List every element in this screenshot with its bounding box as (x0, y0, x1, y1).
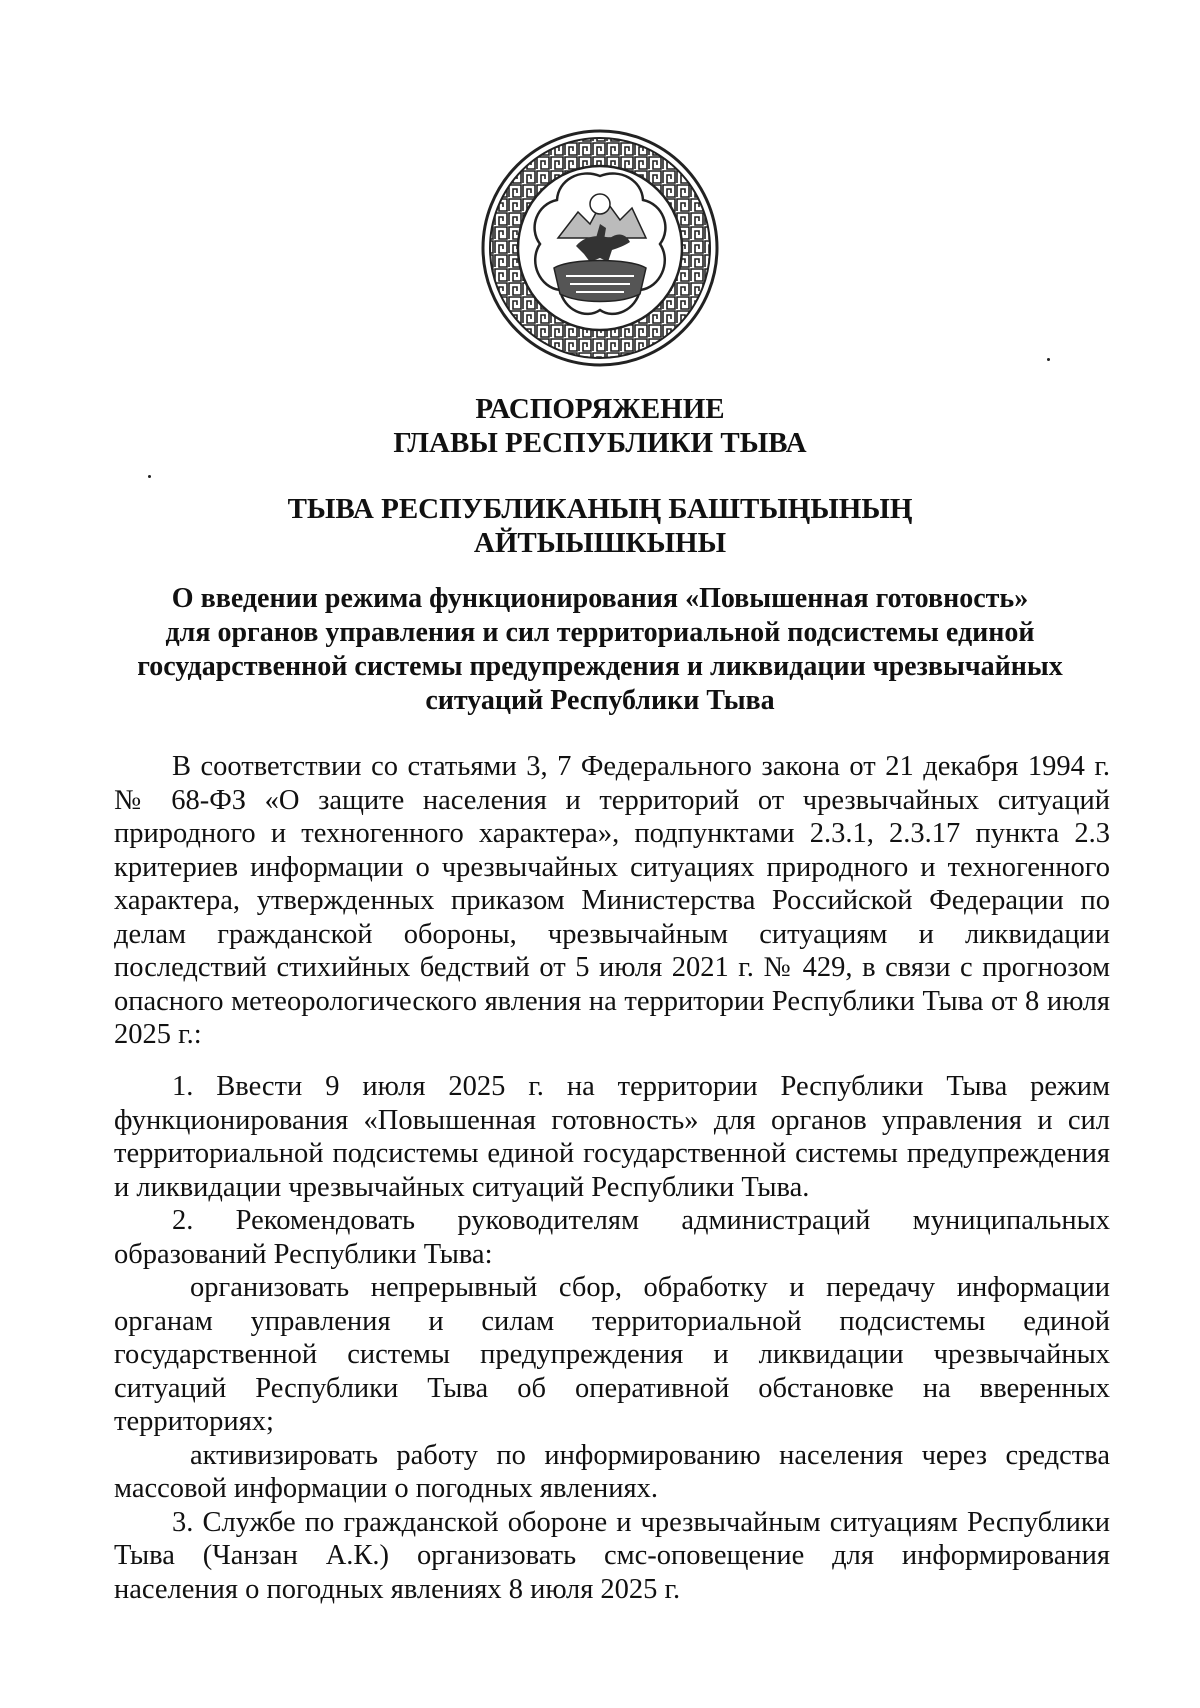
tuva-emblem-icon (480, 128, 720, 368)
title-tv-line2: АЙТЫЫШКЫНЫ (473, 527, 727, 559)
order-item-2: 2. Рекомендовать руководителям администраций муниципальных образований Республики Тыва: (114, 1205, 1110, 1270)
subject-line1: О введении режима функционирования «Повышенная готовность» (171, 583, 1029, 614)
title-tv-line1: ТЫВА РЕСПУБЛИКАНЫҢ БАШТЫҢЫНЫҢ (287, 493, 913, 525)
preamble-section (114, 750, 1110, 1052)
subject-line4: ситуаций Республики Тыва (425, 685, 775, 716)
scan-speck (148, 475, 151, 478)
order-item-1: 1. Ввести 9 июля 2025 г. на территории Республики Тыва режим функционирования «Повышенная готовность» для органов управления и сил территориальной подсистемы единой государственной системы предупреждения и ликвидации чрезвычайных ситуаций Республики Тыва. (114, 1071, 1110, 1203)
document-title-tv (100, 492, 1100, 560)
document-subject (120, 582, 1080, 718)
preamble-paragraph: В соответствии со статьями 3, 7 Федерального закона от 21 декабря 1994 г. № 68-ФЗ «О защите населения и территорий от чрезвычайных ситуаций природного и техногенного характера», подпунктами 2.3.1, 2.3.17 пункта 2.3 критериев информации о чрезвычайных ситуациях природного и техногенного характера, утвержденных приказом Министерства Российской Федерации по делам гражданской обороны, чрезвычайным ситуациям и ликвидации последствий стихийных бедствий от 5 июля 2021 г. № 429, в связи с прогнозом опасного метеорологического явления на территории Республики Тыва от 8 июля 2025 г.: (114, 751, 1110, 1050)
title-ru-line2: ГЛАВЫ РЕСПУБЛИКИ ТЫВА (393, 427, 807, 459)
document-title-ru (100, 392, 1100, 460)
subject-line3: государственной системы предупреждения и ликвидации чрезвычайных (137, 651, 1063, 682)
order-items (114, 1070, 1110, 1606)
order-item-2a: организовать непрерывный сбор, обработку и передачу информации органам управления и силам территориальной подсистемы единой государственной системы предупреждения и ликвидации чрезвычайных ситуаций Республики Тыва об оперативной обстановке на вверенных территориях; (114, 1272, 1110, 1437)
order-item-3: 3. Службе по гражданской обороне и чрезвычайным ситуациям Республики Тыва (Чанзан А.К.) организовать смс-оповещение для информирования населения о погодных явлениях 8 июля 2025 г. (114, 1506, 1110, 1605)
title-ru-line1: РАСПОРЯЖЕНИЕ (475, 393, 725, 425)
scan-speck (1047, 358, 1050, 361)
order-item-2b: активизировать работу по информированию населения через средства массовой информации о погодных явлениях. (114, 1439, 1110, 1504)
subject-line2: для органов управления и сил территориальной подсистемы единой (165, 617, 1035, 648)
